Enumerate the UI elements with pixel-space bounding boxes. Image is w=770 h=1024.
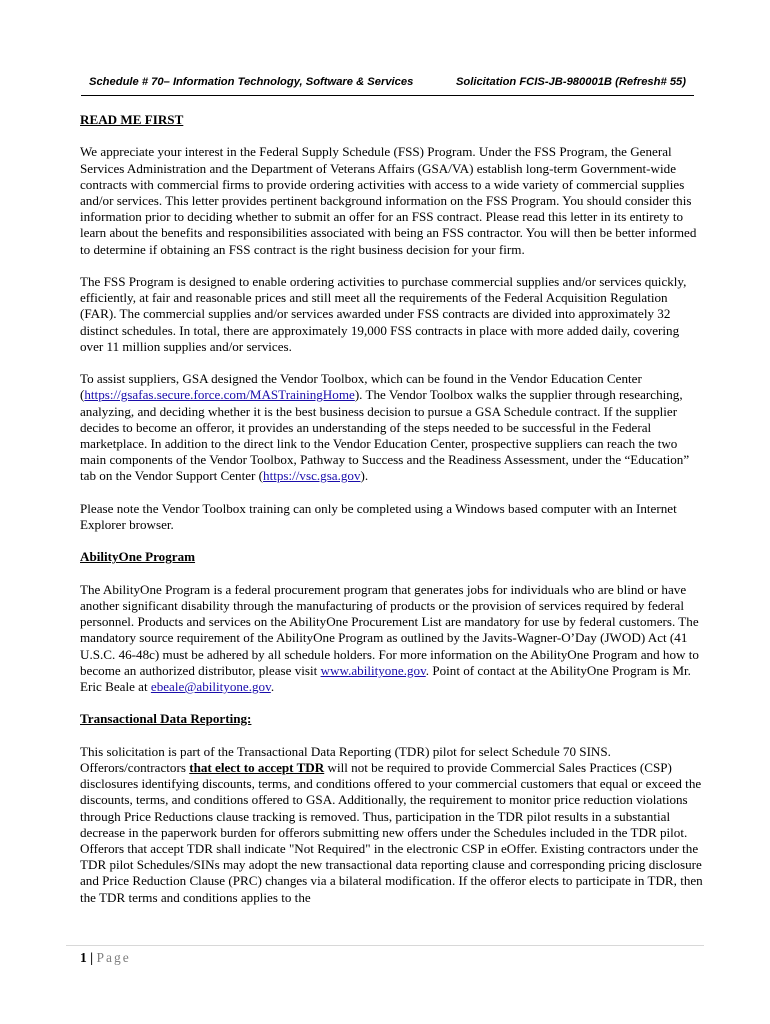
header-divider bbox=[81, 95, 694, 96]
readme-paragraph-4: Please note the Vendor Toolbox training can only be completed using a Windows based computer with an Internet Explorer browser. bbox=[80, 500, 677, 533]
document-body bbox=[80, 112, 704, 922]
readme-p3-text-c: ). bbox=[360, 468, 369, 484]
tdr-heading: Transactional Data Reporting: bbox=[80, 711, 252, 727]
readme-paragraph-2: The FSS Program is designed to enable ordering activities to purchase commercial supplies and/or services quickly, efficiently, at fair and reasonable prices and still meet all the requirements of the Federal Acquisition Regulation (FAR). The commercial supplies and/or services awarded under FSS contracts are divided into approximately 32 distinct schedules. In total, there are approximately 19,000 FSS contracts in place with more added daily, covering over 11 million supplies and/or services. bbox=[80, 274, 687, 354]
tdr-paragraph bbox=[80, 744, 704, 906]
readme-p3-text-a: To assist suppliers, GSA designed the Vendor Toolbox, which can be found in the Vendor Education Center ( bbox=[80, 371, 642, 403]
readme-p3-text-b: ). The Vendor Toolbox walks the supplier through researching, analyzing, and deciding whether it is the best business decision to pursue a GSA Schedule contract. If the supplier decides to become an offeror, it provides an understanding of the steps needed to be successful in the Federal marketplace. In addition to the direct link to the Vendor Education Center, prospective suppliers can reach the two main components of the Vendor Toolbox, Pathway to Success and the Readiness Assessment, under the “Education” tab on the Vendor Support Center ( bbox=[80, 387, 690, 484]
header-solicitation-number: Solicitation FCIS-JB-980001B (Refresh# 55) bbox=[455, 76, 686, 88]
tdr-text-b: will not be required to provide Commercial Sales Practices (CSP) disclosures identifying discounts, terms, and conditions offered to your commercial customers that equal or exceed the discounts, terms, and conditions offered to GSA. Additionally, the requirement to monitor price reduction violations through Price Reductions clause tracking is removed. Thus, participation in the TDR pilot results in a substantial decrease in the paperwork burden for offerors submitting new offers under the Schedules included in the TDR pilot. Offerors that accept TDR shall indicate "Not Required" in the electronic CSP in eOffer. Existing contractors under the TDR pilot Schedules/SINs may adopt the new transactional data reporting clause and corresponding pricing disclosure and Price Reduction Clause (PRC) changes via a bilateral modification. If the offeror elects to participate in TDR, then the TDR terms and conditions applies to the bbox=[80, 760, 703, 905]
vendor-support-center-link[interactable]: https://vsc.gsa.gov bbox=[263, 468, 361, 484]
page-label: Page bbox=[96, 950, 131, 965]
page-footer bbox=[80, 950, 131, 966]
readme-paragraph-1: We appreciate your interest in the Federal Supply Schedule (FSS) Program. Under the FSS Program, the General Services Administration and the Department of Veterans Affairs (GSA/VA) establish long-term Government-wide contracts with commercial firms to provide ordering activities with access to a wide variety of commercial supplies and/or services. This letter provides pertinent background information on the FSS Program. You should consider this information prior to deciding whether to submit an offer for an FSS contract. Please read this letter in its entirety to learn about the benefits and responsibilities associated with being an FSS contractor. You will then be better informed to determine if obtaining an FSS contract is the right business decision for your firm. bbox=[80, 144, 697, 257]
abilityone-text-b: . Point of contact at the AbilityOne Program is Mr. Eric Beale at bbox=[80, 662, 691, 695]
abilityone-email-link[interactable]: ebeale@abilityone.gov bbox=[150, 679, 271, 695]
vendor-education-center-link[interactable]: https://gsafas.secure.force.com/MASTrainingHome bbox=[84, 387, 355, 403]
page-header bbox=[81, 76, 694, 92]
abilityone-text-c: . bbox=[270, 679, 275, 695]
readme-paragraph-3 bbox=[80, 371, 704, 484]
page-separator: | bbox=[86, 950, 97, 965]
abilityone-text-a: The AbilityOne Program is a federal procurement program that generates jobs for individuals who are blind or have another significant disability through the manufacturing of products or the provision of services required by federal personnel. Products and services on the AbilityOne Procurement List are mandatory for use by federal customers. The mandatory source requirement of the AbilityOne Program as outlined by the Javits-Wagner-O’Day (JWOD) Act (41 U.S.C. 46-48c) must be adhered by all schedule holders. For more information on the AbilityOne Program and how to become an authorized distributor, please visit bbox=[80, 581, 699, 678]
footer-divider bbox=[66, 945, 704, 946]
abilityone-heading: AbilityOne Program bbox=[80, 549, 196, 565]
header-schedule-title: Schedule # 70– Information Technology, Software & Services bbox=[89, 76, 414, 88]
abilityone-website-link[interactable]: www.abilityone.gov bbox=[320, 662, 426, 678]
tdr-text-a: This solicitation is part of the Transactional Data Reporting (TDR) pilot for select Schedule 70 SINS. Offerors/contractors bbox=[80, 743, 611, 775]
tdr-emphasis: that elect to accept TDR bbox=[189, 760, 325, 775]
readme-heading: READ ME FIRST bbox=[80, 112, 184, 127]
abilityone-paragraph bbox=[80, 582, 704, 695]
page-number: 1 bbox=[80, 950, 87, 965]
